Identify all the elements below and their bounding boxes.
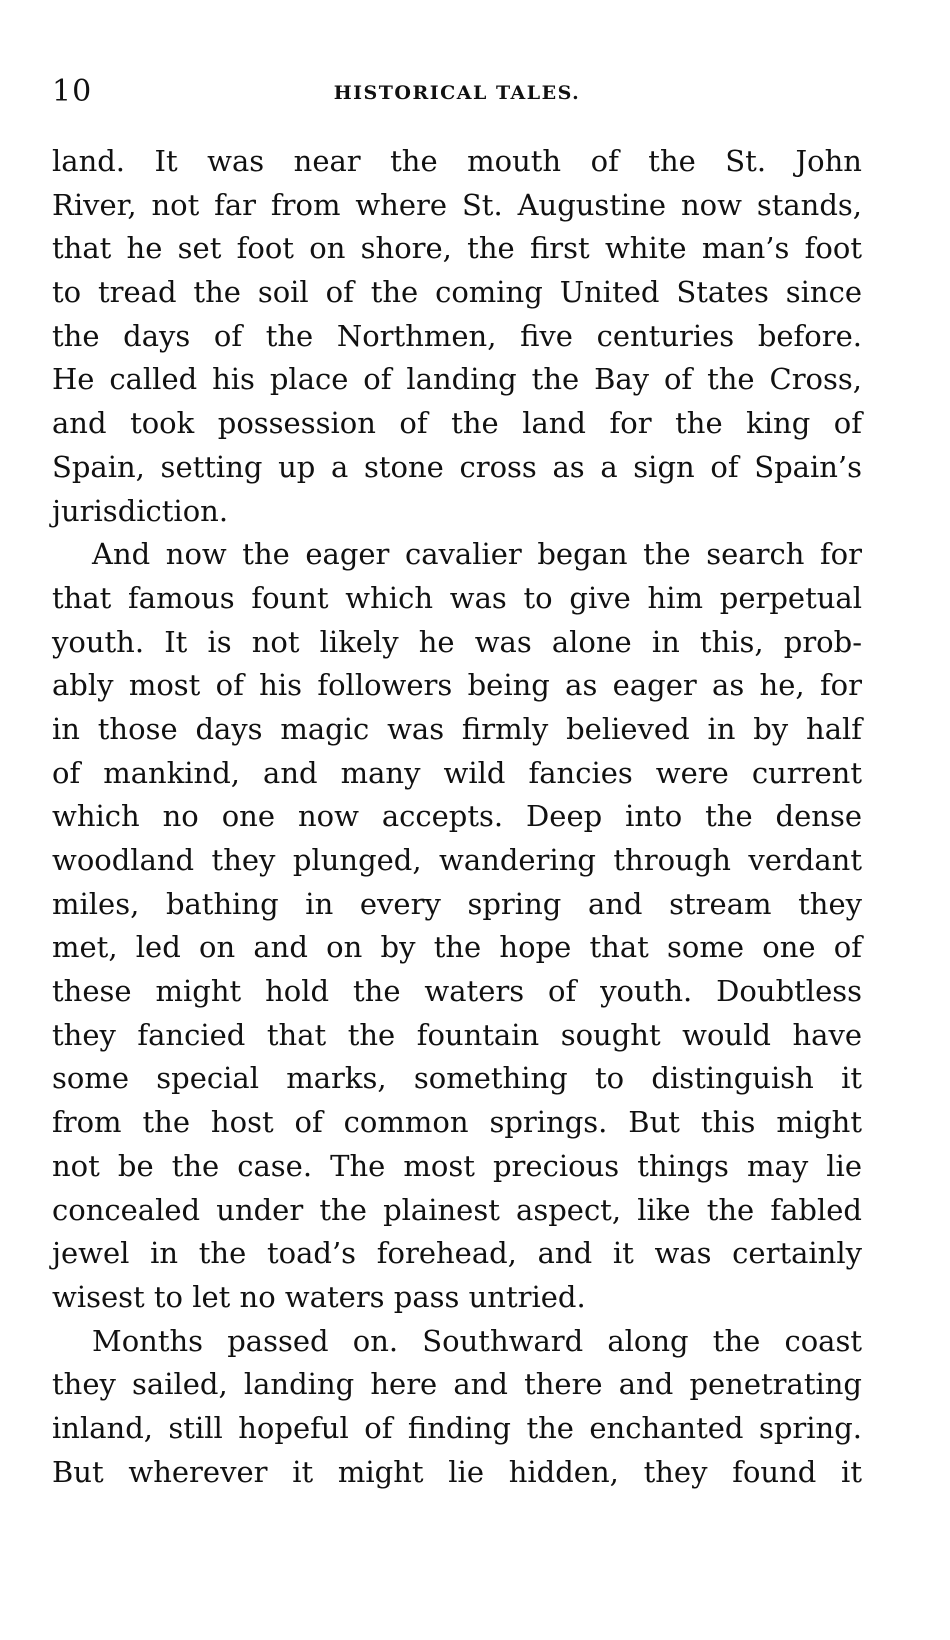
paragraph-end-line: jurisdiction. [52,493,229,528]
body-text [52,140,862,1494]
text-line: land. It was near the mouth of the St. John [52,144,862,178]
text-line: Spain, setting up a stone cross as a sign of Spain’s [52,449,862,484]
running-head: HISTORICAL TALES. [333,82,581,104]
text-line: in those days magic was firmly believed in by half [52,711,862,746]
text-line: ably most of his followers being as eager as he, for [52,668,862,703]
text-line: the days of the Northmen, five centuries before. [52,318,862,353]
text-line: woodland they plunged, wandering through verdant [52,843,862,877]
text-line: miles, bathing in every spring and stream they [52,886,862,921]
text-line: youth. It is not likely he was alone in this, prob- [52,624,862,659]
text-line: they fancied that the fountain sought would have [52,1017,862,1052]
text-line: that he set foot on shore, the first white man’s foot [52,231,862,266]
paragraph-start-line: Months passed on. Southward along the coast [92,1323,862,1358]
text-line: He called his place of landing the Bay of the Cross, [52,362,862,397]
text-line: But wherever it might lie hidden, they found it [52,1454,862,1489]
text-line: they sailed, landing here and there and penetrating [52,1367,862,1402]
text-line: and took possession of the land for the king of [52,406,862,441]
text-line: to tread the soil of the coming United States since [52,275,862,310]
text-line: that famous fount which was to give him perpetual [52,580,862,615]
page-number: 10 [52,74,93,109]
text-line: not be the case. The most precious things may lie [52,1148,862,1183]
text-line: some special marks, something to distinguish it [52,1061,862,1096]
text-line: jewel in the toad’s forehead, and it was certainly [52,1236,862,1271]
text-line: concealed under the plainest aspect, like the fabled [52,1192,862,1227]
text-line: from the host of common springs. But this might [52,1105,862,1140]
text-line: River, not far from where St. Augustine now stands, [52,187,862,222]
page-header [52,72,862,112]
text-line: of mankind, and many wild fancies were current [52,755,862,790]
text-line: these might hold the waters of youth. Doubtless [52,974,862,1009]
text-line: met, led on and on by the hope that some one of [52,930,862,965]
paragraph-start-line: And now the eager cavalier began the search for [92,537,862,572]
text-line: which no one now accepts. Deep into the dense [52,799,862,834]
text-line: inland, still hopeful of finding the enchanted spring. [52,1410,862,1445]
paragraph-end-line: wisest to let no waters pass untried. [52,1279,586,1314]
